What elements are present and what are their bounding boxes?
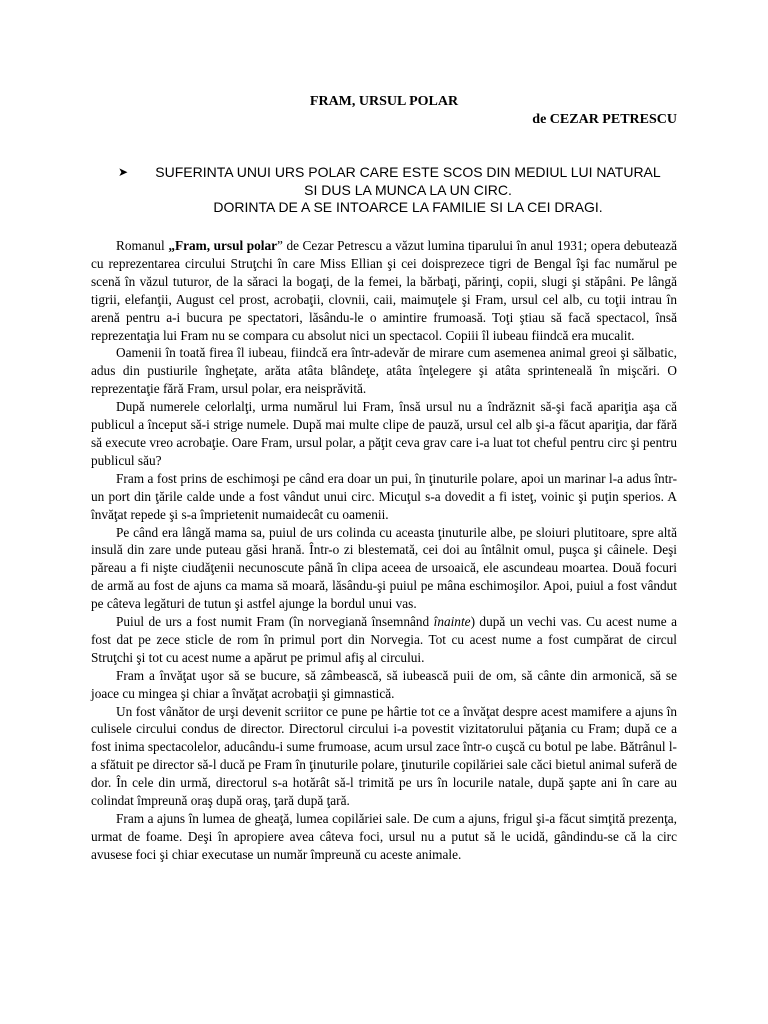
- bullet-line: DORINTA DE A SE INTOARCE LA FAMILIE SI LA CEI DRAGI.: [213, 199, 603, 215]
- paragraph: Fram a învăţat uşor să se bucure, să zâmbească, să iubească puii de om, să cânte din armonică, să se joace cu mingea şi chiar a învăţat acrobaţii şi gimnastică.: [91, 667, 677, 701]
- document-author: de CEZAR PETRESCU: [532, 112, 677, 127]
- novel-title: [168, 238, 277, 253]
- bullet-line: SUFERINTA UNUI URS POLAR CARE ESTE SCOS DIN MEDIUL LUI NATURAL: [155, 164, 661, 180]
- paragraph: Fram a ajuns în lumea de gheaţă, lumea copilăriei sale. De cum a ajuns, frigul şi-a făcut simţită prezenţa, urmat de foame. Deşi în apropiere avea câteva foci, ursul nu a putut să le ucidă, gândindu-se că la circ avusese foci şi chiar executase un număr împreună cu aceste animale.: [91, 811, 677, 862]
- bullet-text: [138, 164, 678, 217]
- bullet-line: SI DUS LA MUNCA LA UN CIRC.: [304, 181, 512, 198]
- document-body: [91, 237, 677, 864]
- paragraph: Pe când era lângă mama sa, puiul de urs colinda cu aceasta ţinuturile albe, pe sloiuri plutitoare, spre altă insulă din zare unde puteau găsi hrană. Într-o zi blestemată, cei doi au întâlnit omul, puşca şi câinele. Deşi păreau a fi nişte ciudăţenii necunoscute până în clipa aceea de ursoaică, ele ascundeau moartea. Două focuri de armă au fost de ajuns ca mama să moară, lăsându-şi puiul pe mâna eschimoşilor. Apoi, puiul a fost vândut pe câteva legături de tutun şi astfel ajunge la bordul unui vas.: [91, 524, 677, 612]
- paragraph: După numerele celorlalţi, urma numărul lui Fram, însă ursul nu a îndrăznit să-şi facă apariţia aşa că publicul a început să-i strige numele. După mai multe clipe de pauză, ursul cel alb şi-a făcut apariţia, dar fără să execute vreo acrobaţie. Oare Fram, ursul polar, a păţit ceva grav care i-a luat tot cheful pentru circ şi pentru publicul său?: [91, 399, 677, 468]
- quote-open: „: [168, 238, 175, 253]
- bullet-block: [118, 164, 678, 217]
- paragraph: Oamenii în toată firea îl iubeau, fiindcă era într-adevăr de mirare cum asemenea animal greoi şi sălbatic, adus din pustiurile îngheţate, arăta atâta blândeţe, atâta înţelegere şi atâta sprinteneală în mişcări. O reprezentaţie fără Fram, ursul polar, era neisprăvită.: [91, 345, 677, 397]
- paragraph-lead: Romanul: [116, 238, 169, 253]
- paragraph: [91, 613, 677, 667]
- document-title: FRAM, URSUL POLAR: [309, 94, 459, 109]
- arrow-bullet-icon: ➤: [118, 165, 129, 179]
- paragraph-lead: Puiul de urs a fost numit Fram (în norvegiană însemnând: [116, 614, 434, 630]
- paragraph: Un fost vânător de urşi devenit scriitor ce pune pe hârtie tot ce a învăţat despre acest mamifere a ajuns în culisele circului condus de director. Directorul circului i-a povestit vizitatorului păţania cu Fram; după ce a fost inima spectacolelor, aducându-i sume frumoase, acum ursul zace într-o cuşcă cu botul pe labe. Bătrânul l-a sfătuit pe director să-l ducă pe Fram în ţinuturile polare, ţinuturile copilăriei sale căci bietul animal suferă de dor. În cele din urmă, directorul s-a hotărât să-l trimită pe urs în locurile natale, după şapte ani în care au colindat împreună oraş după oraş, ţară după ţară.: [91, 703, 677, 809]
- paragraph-rest: ) după un vechi vas. Cu acest nume a fost dat pe zece sticle de rom în primul port din Norvegia. Tot cu acest nume a fost cumpărat de circul Struţchi şi tot cu acest nume a apărut pe primul afiş al circului.: [91, 614, 677, 665]
- paragraph: Fram a fost prins de eschimoşi pe când era doar un pui, în ţinuturile polare, apoi un marinar l-a adus într-un port din ţările calde unde a fost vândut unui circ. Micuţul s-a dovedit a fi isteţ, voinic şi puţin sperios. A învăţat repede şi s-a împrietenit numaidecât cu oamenii.: [91, 470, 677, 522]
- paragraph-rest: de Cezar Petrescu a văzut lumina tiparului în anul 1931; opera debutează cu reprezentarea circului Struţchi în care Miss Ellian şi cei doisprezece tigri de Bengal îşi fac numărul pe scenă în văzul tuturor, de la săraci la bogaţi, de la femei, la bărbaţi, părinţi, copii, slugi şi stăpâni. Pe lângă tigrii, elefanţii, August cel prost, acrobaţii, clovnii, caii, maimuţele şi Fram, ursul cel alb, cu toţii intrau în arenă pentru a-i bucura pe spectatori, lăsându-le o amintire frumoasă. Toţi ştiau să facă spectacol, însă reprezentaţia lui Fram nu se compara cu absolut nici un spectacol. Copiii îl iubeau fiindcă era mucalit.: [91, 238, 677, 343]
- italic-word: înainte: [433, 614, 471, 630]
- quote-close: ”: [277, 238, 283, 253]
- paragraph: [91, 237, 677, 344]
- novel-title-text: Fram, ursul polar: [174, 238, 277, 253]
